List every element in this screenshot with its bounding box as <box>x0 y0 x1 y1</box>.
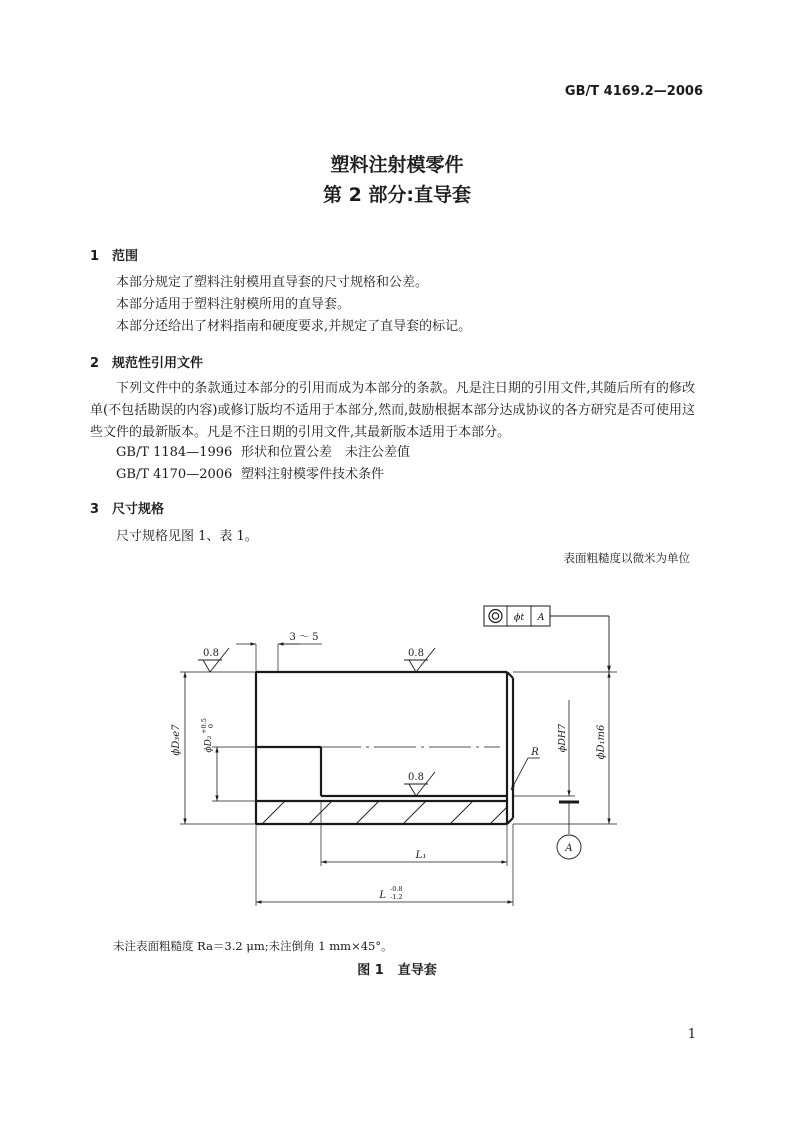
section-3-line-1: 尺寸规格见图 1、表 1。 <box>116 529 258 544</box>
chamfer-range-label: 3 ～ 5 <box>289 632 319 643</box>
dim-d1-label: ϕD₁m6 <box>596 724 607 760</box>
dim-d2-tol-upper: +0.5 <box>200 718 208 734</box>
section-hatching <box>262 801 507 824</box>
figure-note: 未注表面粗糙度 Ra＝3.2 μm;未注倒角 1 mm×45°。 <box>113 939 393 953</box>
extension-lines <box>180 644 617 906</box>
reference-title: 塑料注射模零件技术条件 <box>241 467 385 482</box>
tolerance-datum: A <box>537 612 545 623</box>
section-title: 规范性引用文件 <box>112 356 204 371</box>
datum-letter: A <box>565 843 573 854</box>
section-2-paragraph: 下列文件中的条款通过本部分的引用而成为本部分的条款。凡是注日期的引用文件,其随后所有的修改单(不包括勘误的内容)或修订版均不适用于本部分,然而,鼓励根据本部分达成协议的各方研究是否可使用这些文件的最新版本。凡是不注日期的引用文件,其最新版本适用于本部分。 <box>90 381 695 440</box>
roughness-value-top: 0.8 <box>408 648 424 659</box>
section-number: 3 <box>90 502 100 517</box>
section-title: 范围 <box>112 249 139 264</box>
caption-number: 图 1 <box>357 963 384 978</box>
dim-l-label: L <box>379 890 386 901</box>
dim-dh7-label: ϕDH7 <box>557 723 568 753</box>
dim-d2-tol-lower: 0 <box>207 723 215 729</box>
dim-d3-label: ϕD₃e7 <box>171 724 182 756</box>
section-title: 尺寸规格 <box>112 502 165 517</box>
tolerance-value: ϕt <box>513 612 525 623</box>
section-1-line-1: 本部分规定了塑料注射模用直导套的尺寸规格和公差。 <box>116 275 429 290</box>
caption-title: 直导套 <box>397 963 437 978</box>
section-number: 1 <box>90 249 100 264</box>
section-1-line-2: 本部分适用于塑料注射模所用的直导套。 <box>116 297 351 312</box>
standard-number: GB/T 4169.2—2006 <box>564 84 703 99</box>
page-number: 1 <box>687 1027 696 1042</box>
roughness-value-left: 0.8 <box>203 648 219 659</box>
doc-title: 塑料注射模零件 <box>330 154 464 176</box>
part-outline <box>256 672 513 824</box>
dim-l-tol-upper: -0.8 <box>390 885 403 893</box>
section-number: 2 <box>90 356 100 371</box>
dim-l-tol-lower: -1.2 <box>390 893 403 901</box>
concentricity-icon <box>489 610 502 623</box>
dim-l1-label: L₁ <box>415 850 427 861</box>
radius-label: R <box>531 747 539 758</box>
section-1-line-3: 本部分还给出了材料指南和硬度要求,并规定了直导套的标记。 <box>116 319 472 334</box>
dimension-lines <box>185 644 609 902</box>
roughness-value-bore: 0.8 <box>408 772 424 783</box>
reference-title: 形状和位置公差 未注公差值 <box>241 445 411 460</box>
unit-note: 表面粗糙度以微米为单位 <box>563 551 690 565</box>
reference-code: GB/T 1184—1996 <box>116 445 233 460</box>
doc-subtitle: 第 2 部分:直导套 <box>322 184 472 206</box>
reference-code: GB/T 4170—2006 <box>116 467 233 482</box>
dim-d2-label: ϕD₂ <box>204 735 214 753</box>
figure-caption <box>0 959 794 978</box>
tolerance-frame <box>484 606 609 672</box>
